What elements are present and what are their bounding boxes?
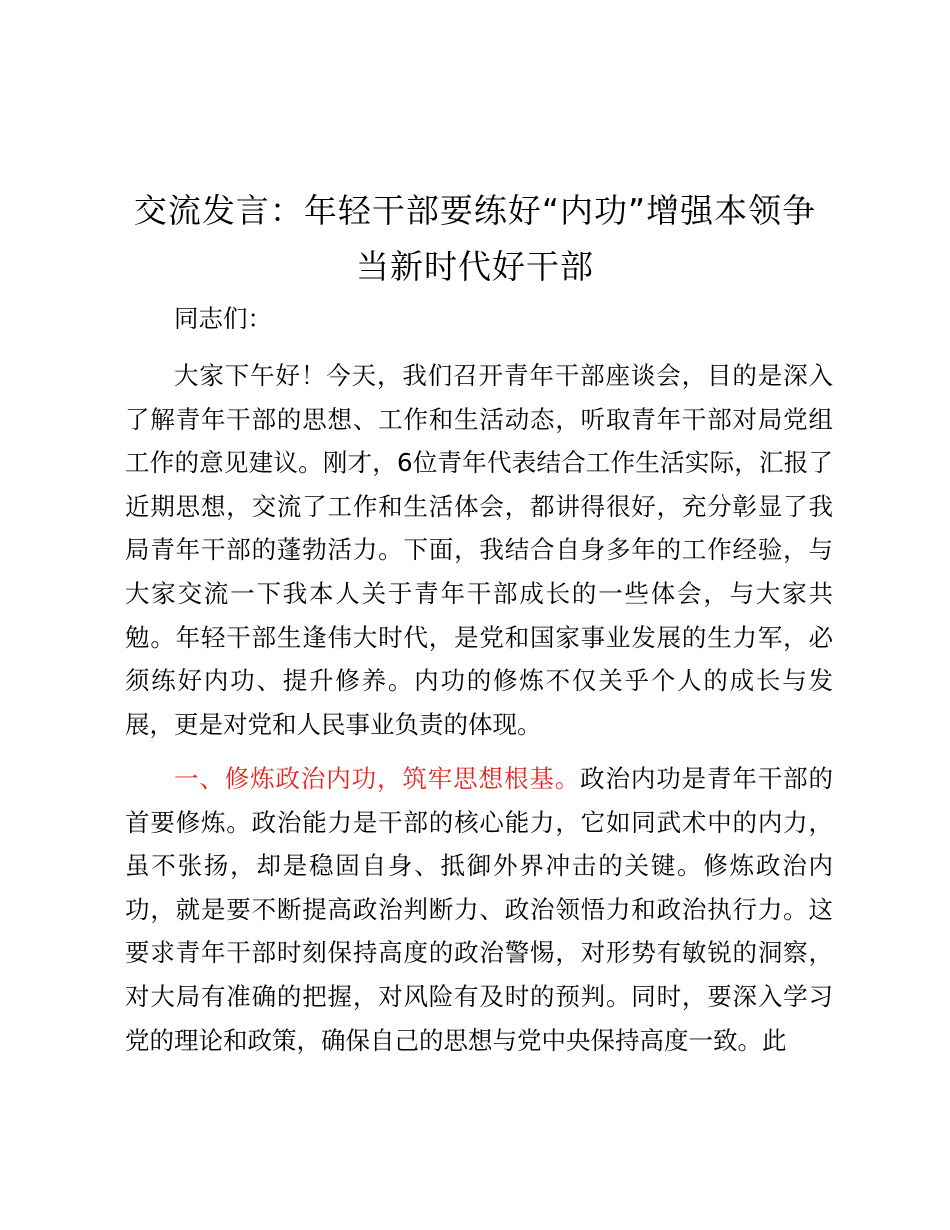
title-line-2: 当新时代好干部	[356, 247, 594, 286]
title-line-1: 交流发言：年轻干部要练好“内功”增强本领争	[133, 191, 817, 230]
salutation: 同志们：	[174, 304, 272, 333]
paragraph-section-1	[125, 757, 833, 1062]
section-1-text: 政治内功是青年干部的首要修炼。政治能力是干部的核心能力，它如同武术中的内力，虽不张扬，却是稳固自身、抵御外界冲击的关键。修炼政治内功，就是要不断提高政治判断力、政治领悟力和政治执行力。这要求青年干部时刻保持高度的政治警惕，对形势有敏锐的洞察，对大局有准确的把握，对风险有及时的预判。同时，要深入学习党的理论和政策，确保自己的思想与党中央保持高度一致。此	[125, 764, 833, 1055]
section-1-heading: 一、修炼政治内功，筑牢思想根基。	[174, 764, 581, 793]
paragraph-opening: 大家下午好！今天，我们召开青年干部座谈会，目的是深入了解青年干部的思想、工作和生活动态，听取青年干部对局党组工作的意见建议。刚才，6位青年代表结合工作生活实际，汇报了近期思想，交流了工作和生活体会，都讲得很好，充分彰显了我局青年干部的蓬勃活力。下面，我结合自身多年的工作经验，与大家交流一下我本人关于青年干部成长的一些体会，与大家共勉。年轻干部生逢伟大时代，是党和国家事业发展的生力军，必须练好内功、提升修养。内功的修炼不仅关乎个人的成长与发展，更是对党和人民事业负责的体现。	[125, 361, 833, 739]
document-title	[110, 183, 840, 295]
